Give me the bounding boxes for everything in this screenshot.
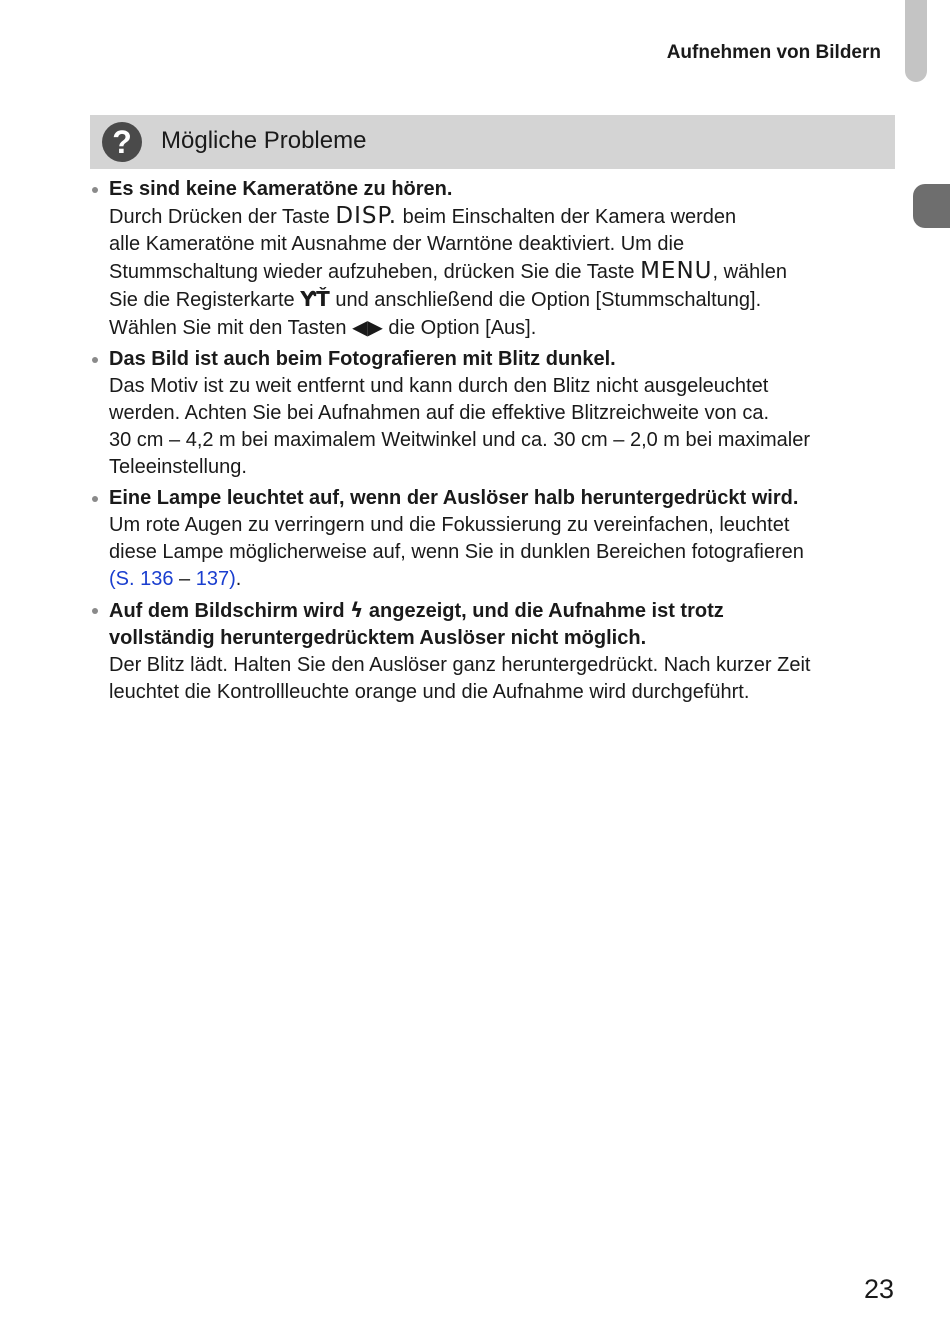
bullet-icon: [92, 608, 98, 614]
body-text: , wählen Sie die Registerkarte: [109, 261, 787, 311]
chapter-tab-top: [905, 0, 927, 82]
page-reference-link[interactable]: [196, 568, 236, 590]
title-text: Auf dem Bildschirm wird: [109, 600, 351, 622]
body-text: .: [235, 568, 242, 590]
flash-icon: ϟ: [350, 598, 364, 622]
ref-page-start: 136: [140, 568, 174, 590]
ref-dash: –: [173, 568, 196, 590]
section-title: Mögliche Probleme: [161, 127, 367, 154]
section-header: [90, 115, 895, 169]
problem-description: [109, 512, 895, 593]
left-right-arrows-icon: ◀▶: [352, 315, 383, 339]
ref-page-end: 137: [195, 568, 230, 590]
problem-description: [109, 203, 895, 342]
problem-item-lamp: [90, 485, 895, 593]
bullet-icon: [92, 357, 98, 363]
body-text: die Option [Aus].: [382, 317, 537, 339]
problem-title: Das Bild ist auch beim Fotografieren mit Blitz dunkel.: [109, 348, 616, 370]
body-text: beim Einschalten der Kamera werden alle Kameratöne mit Ausnahme der Warntöne deaktiviert. Um die Stummschaltung wieder aufzuheben, drücken Sie die Taste: [109, 206, 737, 283]
disp-button-icon: DISP.: [335, 203, 398, 229]
ref-text: (S.: [109, 568, 141, 590]
problem-item-sound: [90, 176, 895, 342]
problem-title: Es sind keine Kameratöne zu hören.: [109, 178, 453, 200]
bullet-icon: [92, 187, 98, 193]
question-icon: ?: [102, 122, 142, 162]
body-text: Um rote Augen zu verringern und die Fokussierung zu vereinfachen, leuchtet diese Lampe möglicherweise auf, wenn Sie in dunklen Bereichen fotografieren: [109, 514, 804, 563]
problem-title: [109, 597, 895, 652]
problem-item-flash-dark: [90, 346, 895, 481]
page-number: 23: [863, 1274, 894, 1304]
menu-button-icon: MENU: [640, 258, 713, 284]
chapter-tab-side: [913, 184, 950, 228]
body-text: und anschließend die Option [Stummschaltung]. Wählen Sie mit den Tasten: [109, 289, 762, 339]
title-text: angezeigt, und die Aufnahme ist trotz vollständig heruntergedrücktem Auslöser nicht möglich.: [109, 600, 724, 649]
problem-item-flash-charging: [90, 597, 895, 706]
problem-list: [90, 176, 895, 710]
problem-title: Eine Lampe leuchtet auf, wenn der Auslöser halb heruntergedrückt wird.: [109, 487, 799, 509]
page-header-title: Aufnehmen von Bildern: [666, 42, 881, 63]
tools-tab-icon: ƳŤ: [300, 287, 330, 311]
page-reference-link[interactable]: [109, 568, 174, 590]
body-text: Durch Drücken der Taste: [109, 206, 336, 228]
bullet-icon: [92, 496, 98, 502]
problem-description: Der Blitz lädt. Halten Sie den Auslöser ganz heruntergedrückt. Nach kurzer Zeit leuchtet die Kontrollleuchte orange und die Aufnahme wird durchgeführt.: [109, 654, 811, 703]
problem-description: Das Motiv ist zu weit entfernt und kann durch den Blitz nicht ausgeleuchtet werden. Achten Sie bei Aufnahmen auf die effektive Blitzreichweite von ca. 30 cm – 4,2 m bei maximalem Weitwinkel und ca. 30 cm – 2,0 m bei maximaler Teleeinstellung.: [109, 375, 811, 478]
ref-text: ): [229, 568, 236, 590]
